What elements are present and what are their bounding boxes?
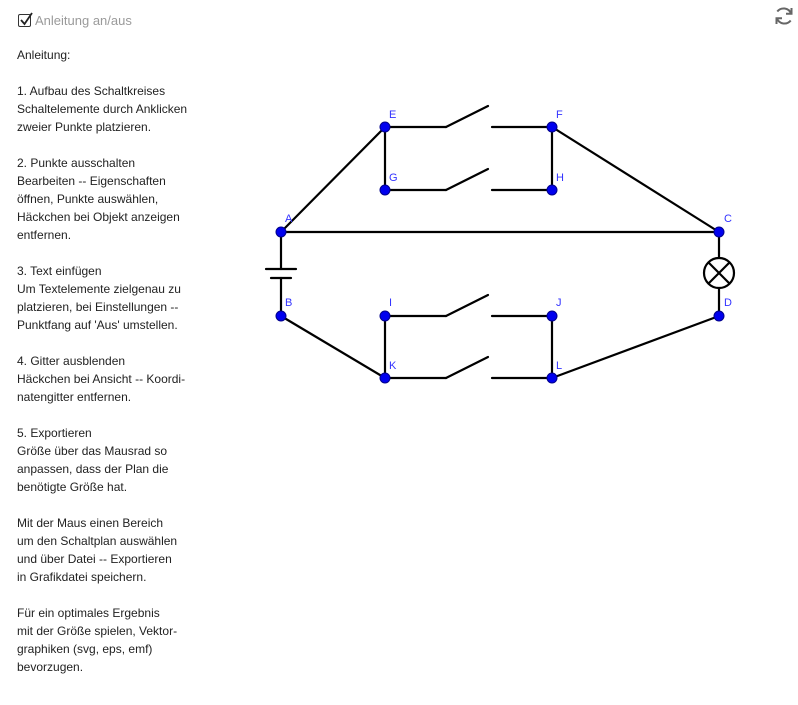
point-a <box>276 227 286 237</box>
point-e <box>380 122 390 132</box>
instruction-line: 1. Aufbau des Schaltkreises <box>17 84 166 98</box>
instruction-line: bevorzugen. <box>17 660 84 674</box>
instruction-line: zweier Punkte platzieren. <box>17 120 152 134</box>
instruction-line: entfernen. <box>17 228 72 242</box>
label-h: H <box>556 172 564 184</box>
instruction-line: Häckchen bei Ansicht -- Koordi- <box>17 372 186 386</box>
instruction-line: um den Schaltplan auswählen <box>17 534 178 548</box>
instruction-line: Um Textelemente zielgenau zu <box>17 282 181 296</box>
instruction-line: 2. Punkte ausschalten <box>17 156 136 170</box>
label-c: C <box>724 213 732 225</box>
switch-4-blade <box>446 357 488 378</box>
circuit-points <box>276 122 724 383</box>
label-a: A <box>285 213 293 225</box>
wire-a-e <box>281 127 385 232</box>
point-i <box>380 311 390 321</box>
instruction-line: und über Datei -- Exportieren <box>17 552 172 566</box>
point-g <box>380 185 390 195</box>
label-f: F <box>556 109 563 121</box>
point-j <box>547 311 557 321</box>
point-c <box>714 227 724 237</box>
label-i: I <box>389 297 393 309</box>
wires <box>266 106 719 378</box>
label-g: G <box>389 172 398 184</box>
label-l: L <box>556 360 563 372</box>
instruction-line: Mit der Maus einen Bereich <box>17 516 164 530</box>
instruction-line: platzieren, bei Einstellungen -- <box>17 300 179 314</box>
switch-1-blade <box>446 106 488 127</box>
point-b <box>276 311 286 321</box>
label-d: D <box>724 297 732 309</box>
instruction-line: öffnen, Punkte auswählen, <box>17 192 159 206</box>
instruction-line: Für ein optimales Ergebnis <box>17 606 160 620</box>
label-e: E <box>389 109 397 121</box>
point-d <box>714 311 724 321</box>
switch-2-blade <box>446 169 488 190</box>
lamp-icon <box>704 258 734 288</box>
instruction-line: benötigte Größe hat. <box>17 480 128 494</box>
label-j: J <box>556 297 562 309</box>
instruction-line: Schaltelemente durch Anklicken <box>17 102 188 116</box>
instruction-line: 5. Exportieren <box>17 426 92 440</box>
instruction-line: Anleitung: <box>17 48 71 62</box>
wire-f-c <box>552 127 719 232</box>
point-l <box>547 373 557 383</box>
instruction-line: mit der Größe spielen, Vektor- <box>17 624 178 638</box>
instruction-line: 4. Gitter ausblenden <box>17 354 126 368</box>
instruction-line: 3. Text einfügen <box>17 264 102 278</box>
wire-l-d <box>552 316 719 378</box>
instruction-line: Größe über das Mausrad so <box>17 444 168 458</box>
instruction-line: natengitter entfernen. <box>17 390 132 404</box>
point-labels <box>285 109 732 372</box>
point-h <box>547 185 557 195</box>
instructions-toggle-label: Anleitung an/aus <box>35 13 132 28</box>
label-b: B <box>285 297 293 309</box>
instruction-line: Häckchen bei Objekt anzeigen <box>17 210 180 224</box>
instruction-line: Bearbeiten -- Eigenschaften <box>17 174 166 188</box>
instruction-line: graphiken (svg, eps, emf) <box>17 642 153 656</box>
instruction-line: anpassen, dass der Plan die <box>17 462 169 476</box>
switch-3-blade <box>446 295 488 316</box>
instruction-line: in Grafikdatei speichern. <box>17 570 147 584</box>
point-k <box>380 373 390 383</box>
instruction-line: Punktfang auf 'Aus' umstellen. <box>17 318 178 332</box>
point-f <box>547 122 557 132</box>
wire-b-k <box>281 316 385 378</box>
label-k: K <box>389 360 397 372</box>
